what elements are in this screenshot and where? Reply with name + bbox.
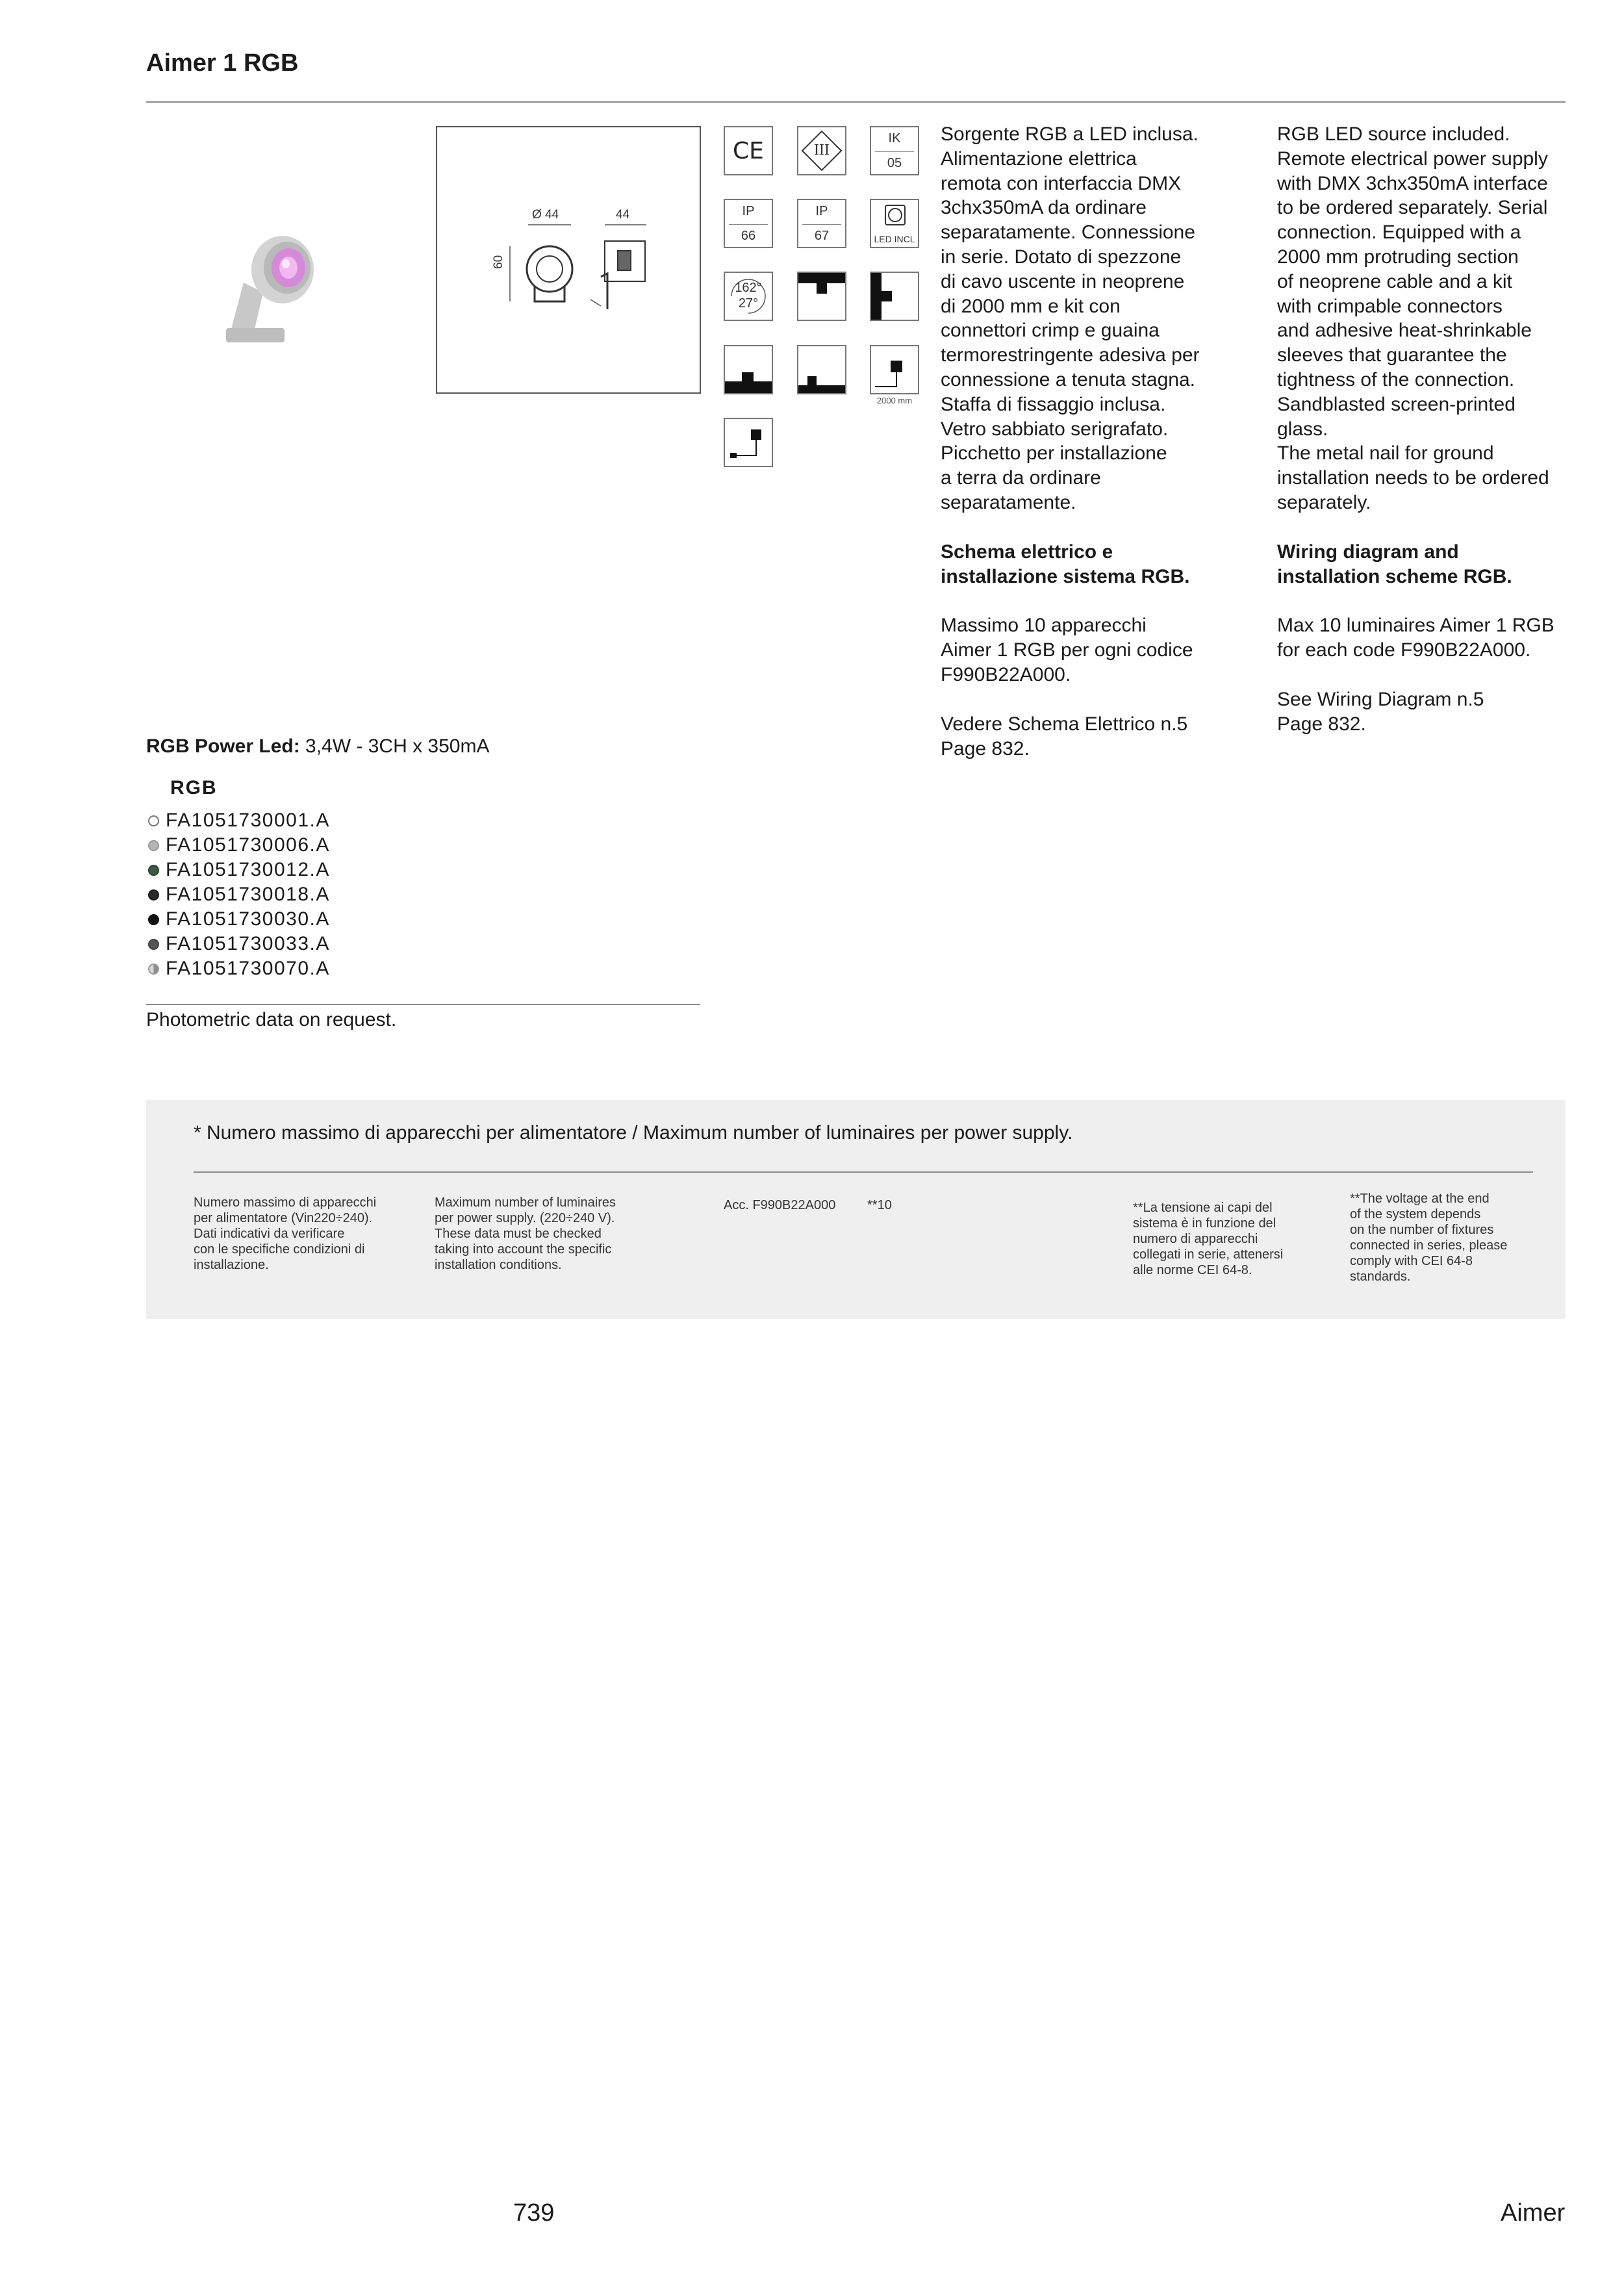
color-swatch-icon bbox=[148, 939, 159, 950]
width-label: 44 bbox=[616, 208, 630, 222]
panel-divider bbox=[194, 1171, 1533, 1173]
italian-voltage-note: **La tensione ai capi del sistema è in funzione del numero di apparecchi collegati in serie, attenersi alle norme CEI 64-8. bbox=[1133, 1201, 1284, 1277]
page-number: 739 bbox=[513, 2199, 555, 2227]
english-voltage-note: **The voltage at the end of the system depends on the number of fixtures connected in series, please comply with CEI 64-8 standards. bbox=[1350, 1192, 1508, 1284]
power-supply-note: * Numero massimo di apparecchi per alimentatore / Maximum number of luminaires per power supply. bbox=[194, 1122, 1073, 1143]
product-code: FA1051730001.A bbox=[166, 810, 330, 831]
photometric-note: Photometric data on request. bbox=[146, 1009, 397, 1030]
product-code: FA1051730012.A bbox=[166, 859, 330, 880]
ip67-value: 67 bbox=[814, 229, 830, 243]
header-divider bbox=[146, 101, 1566, 103]
product-code: FA1051730030.A bbox=[166, 908, 330, 930]
photometric-divider bbox=[146, 1004, 700, 1005]
rgb-heading: RGB bbox=[170, 777, 218, 798]
english-see-reference: See Wiring Diagram n.5 Page 832. bbox=[1277, 688, 1484, 735]
color-swatch-icon bbox=[148, 840, 159, 851]
italian-column bbox=[941, 122, 1252, 761]
diameter-label: Ø 44 bbox=[532, 208, 559, 222]
english-wiring-heading: Wiring diagram and installation scheme RGB. bbox=[1277, 541, 1512, 587]
product-code-list bbox=[148, 808, 330, 981]
list-item bbox=[148, 907, 330, 932]
ip67-label: IP bbox=[815, 204, 828, 218]
list-item bbox=[148, 956, 330, 981]
svg-text:CE: CE bbox=[733, 138, 764, 164]
ground-mount-icon bbox=[797, 345, 846, 394]
ceiling-mount-icon bbox=[797, 272, 846, 321]
floor-mount-icon bbox=[724, 345, 773, 394]
ce-mark-icon bbox=[724, 126, 773, 175]
accessory-max-count: **10 bbox=[867, 1198, 892, 1212]
italian-see-reference: Vedere Schema Elettrico n.5 Page 832. bbox=[941, 713, 1188, 760]
ik-rating-icon bbox=[870, 126, 919, 175]
list-item bbox=[148, 932, 330, 956]
color-swatch-icon bbox=[148, 865, 159, 876]
dimension-drawing bbox=[436, 126, 701, 394]
product-code: FA1051730018.A bbox=[166, 884, 330, 905]
italian-info: Numero massimo di apparecchi per alimentatore (Vin220÷240). Dati indicativi da verificare con le specifiche condizioni di installazione. bbox=[194, 1195, 377, 1272]
height-label: 60 bbox=[492, 255, 505, 269]
dimension-lines bbox=[437, 127, 700, 392]
page-title: Aimer 1 RGB bbox=[146, 49, 299, 77]
section-name: Aimer bbox=[1501, 2199, 1566, 2227]
italian-max-note: Massimo 10 apparecchi Aimer 1 RGB per ogni codice F990B22A000. bbox=[941, 615, 1193, 685]
english-column bbox=[1277, 122, 1576, 737]
power-led-label: RGB Power Led: bbox=[146, 735, 300, 757]
english-max-note: Max 10 luminaires Aimer 1 RGB for each code F990B22A000. bbox=[1277, 615, 1554, 661]
ip66-label: IP bbox=[742, 204, 755, 218]
color-swatch-icon bbox=[148, 914, 159, 925]
ip66-icon bbox=[724, 199, 773, 248]
remote-driver-icon bbox=[724, 418, 773, 467]
color-swatch-icon bbox=[148, 815, 159, 826]
list-item bbox=[148, 833, 330, 858]
power-led-spec bbox=[146, 735, 489, 758]
list-item bbox=[148, 858, 330, 882]
list-item bbox=[148, 808, 330, 833]
product-code: FA1051730070.A bbox=[166, 958, 330, 979]
class-iii-icon bbox=[797, 126, 846, 175]
english-description: RGB LED source included. Remote electrical power supply with DMX 3chx350mA interface to be ordered separately. Serial connection. Equipped with a 2000 mm protruding section of neoprene cable and a kit with crimpable connectors and adhesive heat-shrinkable sleeves that guarantee the tightness of the connection. Sandblasted screen-printed glass. The metal nail for ground installation needs to be ordered separately. bbox=[1277, 123, 1549, 513]
ip67-icon bbox=[797, 199, 846, 248]
ip66-value: 66 bbox=[741, 229, 756, 243]
power-supply-footnote-panel bbox=[146, 1100, 1566, 1319]
list-item bbox=[148, 882, 330, 907]
product-code: FA1051730033.A bbox=[166, 933, 330, 954]
led-included-icon bbox=[870, 199, 919, 248]
power-led-value: 3,4W - 3CH x 350mA bbox=[299, 735, 490, 757]
cable-length-icon bbox=[870, 345, 919, 394]
angle-162-label: 162° bbox=[735, 281, 762, 295]
product-photo bbox=[208, 221, 338, 351]
italian-description: Sorgente RGB a LED inclusa. Alimentazione elettrica remota con interfaccia DMX 3chx350mA da ordinare separatamente. Connessione in serie. Dotato di spezzone di cavo uscente in neoprene di 2000 mm e kit con connettori crimp e guaina termorestringente adesiva per connessione a tenuta stagna. Staffa di fissaggio inclusa. Vetro sabbiato serigrafato. Picchetto per installazione a terra da ordinare separatamente. bbox=[941, 123, 1200, 513]
color-swatch-icon bbox=[148, 964, 159, 975]
led-incl-label: LED INCL bbox=[874, 234, 915, 244]
color-swatch-icon bbox=[148, 889, 159, 901]
ik-value: 05 bbox=[887, 156, 902, 170]
ik-label: IK bbox=[888, 131, 901, 146]
class-iii-label: III bbox=[814, 142, 830, 159]
accessory-code: Acc. F990B22A000 bbox=[724, 1198, 836, 1212]
italian-wiring-heading: Schema elettrico e installazione sistema RGB. bbox=[941, 541, 1190, 587]
cable-length-label: 2000 mm bbox=[876, 396, 913, 405]
product-code: FA1051730006.A bbox=[166, 834, 330, 856]
wall-mount-icon bbox=[870, 272, 919, 321]
angle-27-label: 27° bbox=[738, 296, 759, 311]
tilt-angle-icon bbox=[724, 272, 773, 321]
english-info: Maximum number of luminaires per power supply. (220÷240 V). These data must be checked taking into account the specific installation conditions. bbox=[435, 1195, 616, 1272]
